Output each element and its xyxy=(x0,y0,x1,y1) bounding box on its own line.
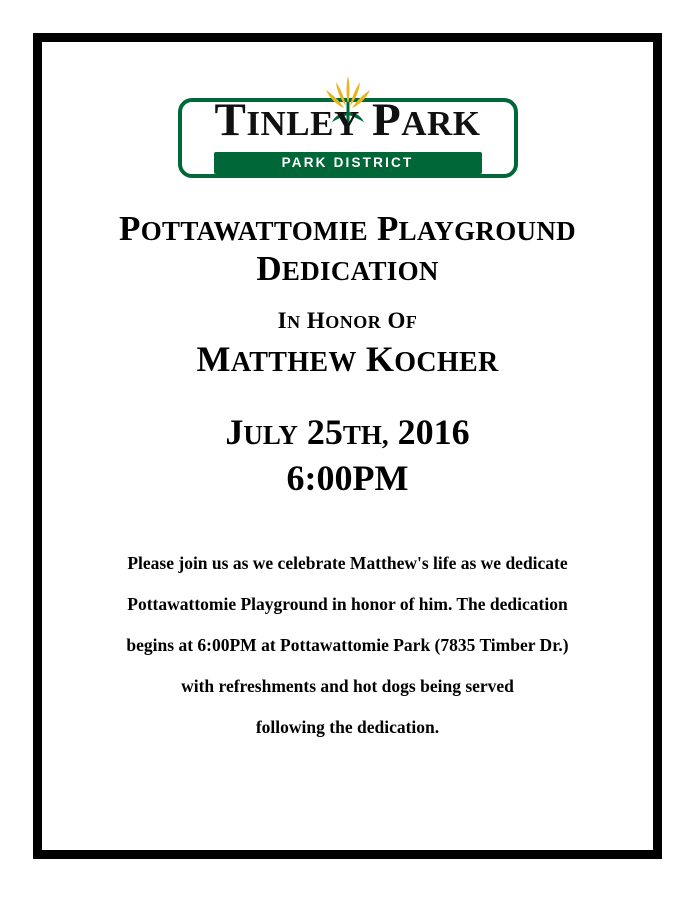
logo-tagline-text: PARK DISTRICT xyxy=(281,155,414,170)
flyer-content xyxy=(42,42,653,850)
event-description xyxy=(83,543,613,748)
page-title xyxy=(76,210,619,290)
tinley-park-park-district-logo xyxy=(168,72,528,192)
description-line: following the dedication. xyxy=(255,717,440,737)
description-line: Pottawattomie Playground in honor of him. The dedication xyxy=(127,594,568,614)
description-line: with refreshments and hot dogs being served xyxy=(181,676,514,696)
logo-tagline-bar xyxy=(214,152,482,174)
description-line: Please join us as we celebrate Matthew's life as we dedicate xyxy=(127,553,568,573)
page-title-line-1: POTTAWATTOMIE PLAYGROUND xyxy=(119,209,576,248)
description-line: begins at 6:00PM at Pottawattomie Park (7835 Timber Dr.) xyxy=(126,635,569,655)
logo-wordmark-text: TINLEY PARK xyxy=(214,94,481,146)
event-time: 6:00PM xyxy=(286,458,409,498)
flyer-border-frame xyxy=(33,33,662,859)
honor-label: IN HONOR OF xyxy=(277,308,418,333)
honoree-name: MATTHEW KOCHER xyxy=(196,339,499,379)
event-date: JULY 25TH, 2016 xyxy=(225,412,470,452)
page-title-line-2: DEDICATION xyxy=(256,249,439,288)
logo-wordmark xyxy=(168,94,528,150)
